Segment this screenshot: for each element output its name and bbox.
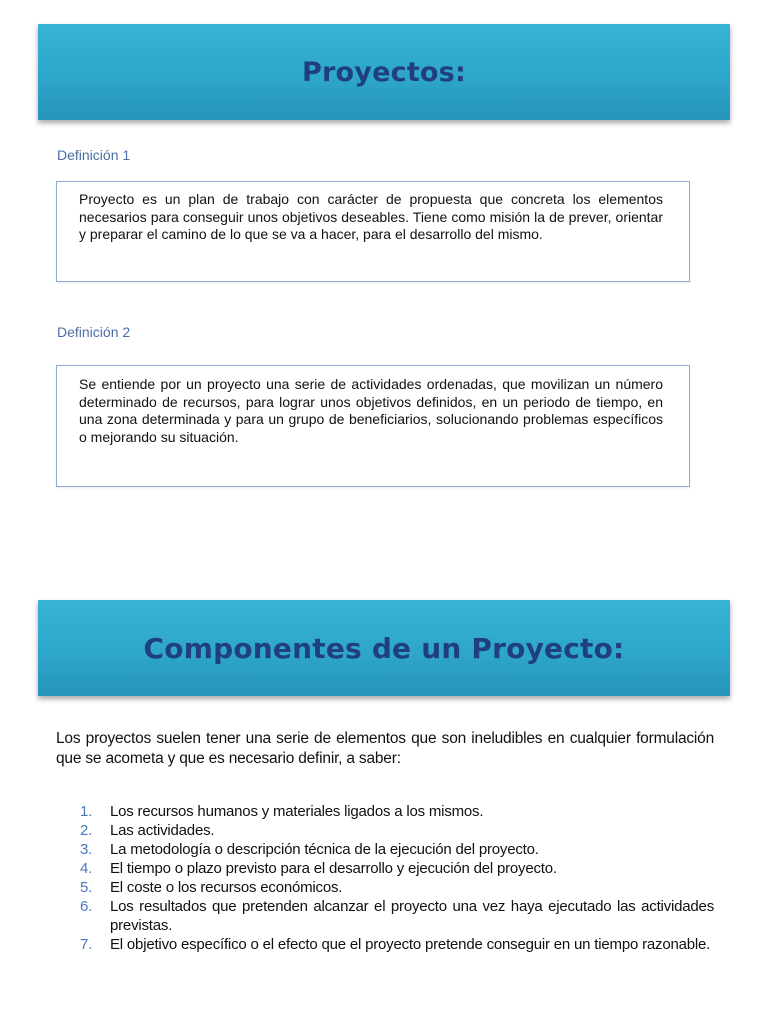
list-item-number: 3.	[80, 841, 93, 858]
definition-2-label: Definición 2	[57, 324, 131, 340]
list-item-text: Los resultados que pretenden alcanzar el proyecto una vez haya ejecutado las actividades previstas.	[110, 898, 714, 934]
list-item-text: El objetivo específico o el efecto que el proyecto pretende conseguir en un tiempo razonable.	[110, 935, 711, 953]
list-item	[80, 803, 714, 822]
list-item-number: 4.	[80, 860, 93, 877]
components-intro-paragraph: Los proyectos suelen tener una serie de elementos que son ineludibles en cualquier formulación que se acometa y que es necesario definir, a saber:	[56, 730, 714, 767]
list-item-number: 1.	[80, 803, 93, 820]
list-item-text: Los recursos humanos y materiales ligados a los mismos.	[110, 803, 484, 820]
list-item-text: Las actividades.	[110, 822, 215, 839]
list-item-text: El tiempo o plazo previsto para el desarrollo y ejecución del proyecto.	[110, 860, 557, 877]
components-list	[80, 803, 714, 955]
list-item-text: La metodología o descripción técnica de la ejecución del proyecto.	[110, 841, 539, 858]
list-item-text: El coste o los recursos económicos.	[110, 879, 343, 896]
list-item	[80, 879, 714, 898]
definition-2-box	[56, 365, 690, 487]
list-item-number: 2.	[80, 822, 93, 839]
definition-1-label: Definición 1	[57, 147, 131, 163]
definition-2-text: Se entiende por un proyecto una serie de actividades ordenadas, que movilizan un número determinado de recursos, para lograr unos objetivos definidos, en un periodo de tiempo, en una zona determinada y para un grupo de beneficiarios, solucionando problemas específicos o mejorando su situación.	[79, 376, 663, 445]
section-title: Proyectos:	[302, 56, 466, 88]
definition-1-text: Proyecto es un plan de trabajo con carácter de propuesta que concreta los elementos necesarios para conseguir unos objetivos deseables. Tiene como misión la de prever, orientar y preparar el camino de lo que se va a hacer, para el desarrollo del mismo.	[79, 191, 663, 242]
section-banner-componentes	[38, 600, 730, 696]
list-item-number: 5.	[80, 879, 93, 896]
list-item-number: 7.	[80, 935, 93, 953]
list-item	[80, 936, 714, 955]
list-item-number: 6.	[80, 898, 93, 915]
list-item	[80, 822, 714, 841]
section-title: Componentes de un Proyecto:	[143, 631, 625, 665]
section-banner-proyectos	[38, 24, 730, 120]
list-item	[80, 860, 714, 879]
list-item	[80, 841, 714, 860]
definition-1-box	[56, 181, 690, 282]
list-item	[80, 898, 714, 935]
